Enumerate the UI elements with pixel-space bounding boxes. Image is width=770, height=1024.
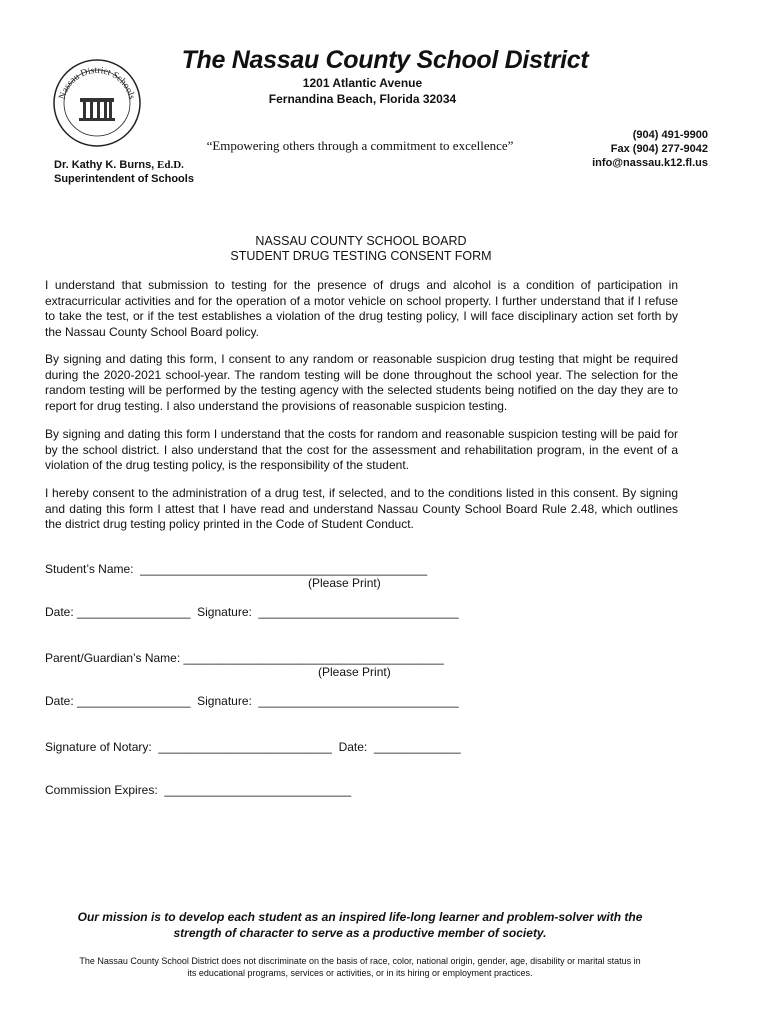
- superintendent-block: [54, 158, 194, 186]
- consent-paragraph-1: I understand that submission to testing for the presence of drugs and alcohol is a condition of participation in extracurricular activities and for the operation of a motor vehicle on school property. I further understand that if I refuse to take the test, or if the test establishes a violation of the drug testing policy, I will face disciplinary action set forth by the Nassau County School Board policy.: [45, 278, 678, 339]
- district-motto: “Empowering others through a commitment to excellence”: [206, 138, 514, 153]
- fax-number: Fax (904) 277-9042: [610, 143, 708, 155]
- student-date-signature-field[interactable]: Date: _________________ Signature: ______________________________: [45, 605, 459, 619]
- please-print-hint-1: (Please Print): [308, 576, 381, 590]
- form-header-line1: NASSAU COUNTY SCHOOL BOARD: [255, 234, 467, 248]
- consent-paragraph-4: I hereby consent to the administration of a drug test, if selected, and to the conditions listed in this consent. By signing and dating this form I attest that I have read and understand Nassau County School Board Rule 2.48, which outlines the district drug testing policy printed in the Code of Student Conduct.: [45, 486, 678, 531]
- district-title: The Nassau County School District: [181, 46, 589, 74]
- mission-line2: strength of character to serve as a productive member of society.: [173, 926, 547, 940]
- consent-paragraph-3: By signing and dating this form I understand that the costs for random and reasonable suspicion testing will be paid for by the school district. I also understand that the cost for the assessment and rehabilitation program, in the event of a violation of the drug testing policy, is the responsibility of the student.: [45, 427, 678, 472]
- mission-line1: Our mission is to develop each student as an inspired life-long learner and problem-solver with the: [77, 910, 643, 924]
- parent-name-field[interactable]: Parent/Guardian’s Name: _______________________________________: [45, 651, 444, 665]
- contact-block: [592, 128, 708, 170]
- notary-signature-field[interactable]: Signature of Notary: __________________________ Date: _____________: [45, 740, 461, 754]
- address-line1: 1201 Atlantic Avenue: [302, 76, 423, 90]
- commission-expires-field[interactable]: Commission Expires: ____________________________: [45, 783, 352, 797]
- email-address: info@nassau.k12.fl.us: [592, 157, 708, 169]
- parent-date-signature-field[interactable]: Date: _________________ Signature: ______________________________: [45, 694, 459, 708]
- address-line2: Fernandina Beach, Florida 32034: [268, 92, 457, 106]
- nondiscrimination-footer: [40, 955, 680, 979]
- superintendent-title: Superintendent of Schools: [54, 173, 194, 185]
- student-name-field[interactable]: Student’s Name: ___________________________________________: [45, 562, 428, 576]
- mission-statement: [50, 909, 670, 941]
- superintendent-name: Dr. Kathy K. Burns,: [54, 159, 155, 171]
- footer-line2: its educational programs, services or activities, or in its hiring or employment practices.: [187, 968, 533, 978]
- form-header-line2: STUDENT DRUG TESTING CONSENT FORM: [230, 249, 492, 263]
- footer-line1: The Nassau County School District does not discriminate on the basis of race, color, national origin, gender, age, disability or marital status in: [79, 956, 641, 966]
- form-header: [0, 234, 722, 264]
- superintendent-degree: Ed.D.: [154, 159, 184, 171]
- phone-number: (904) 491-9900: [632, 129, 708, 141]
- consent-paragraph-2: By signing and dating this form, I consent to any random or reasonable suspicion drug testing that might be required during the 2020-2021 school-year. The random testing will be done throughout the school year. The selection for the random testing will be performed by the testing agency with the selected students being notified on the day they are to report for drug testing. I also understand the provisions of reasonable suspicion testing.: [45, 352, 678, 413]
- seal-text: Nassau District Schools: [57, 65, 137, 101]
- please-print-hint-2: (Please Print): [318, 665, 391, 679]
